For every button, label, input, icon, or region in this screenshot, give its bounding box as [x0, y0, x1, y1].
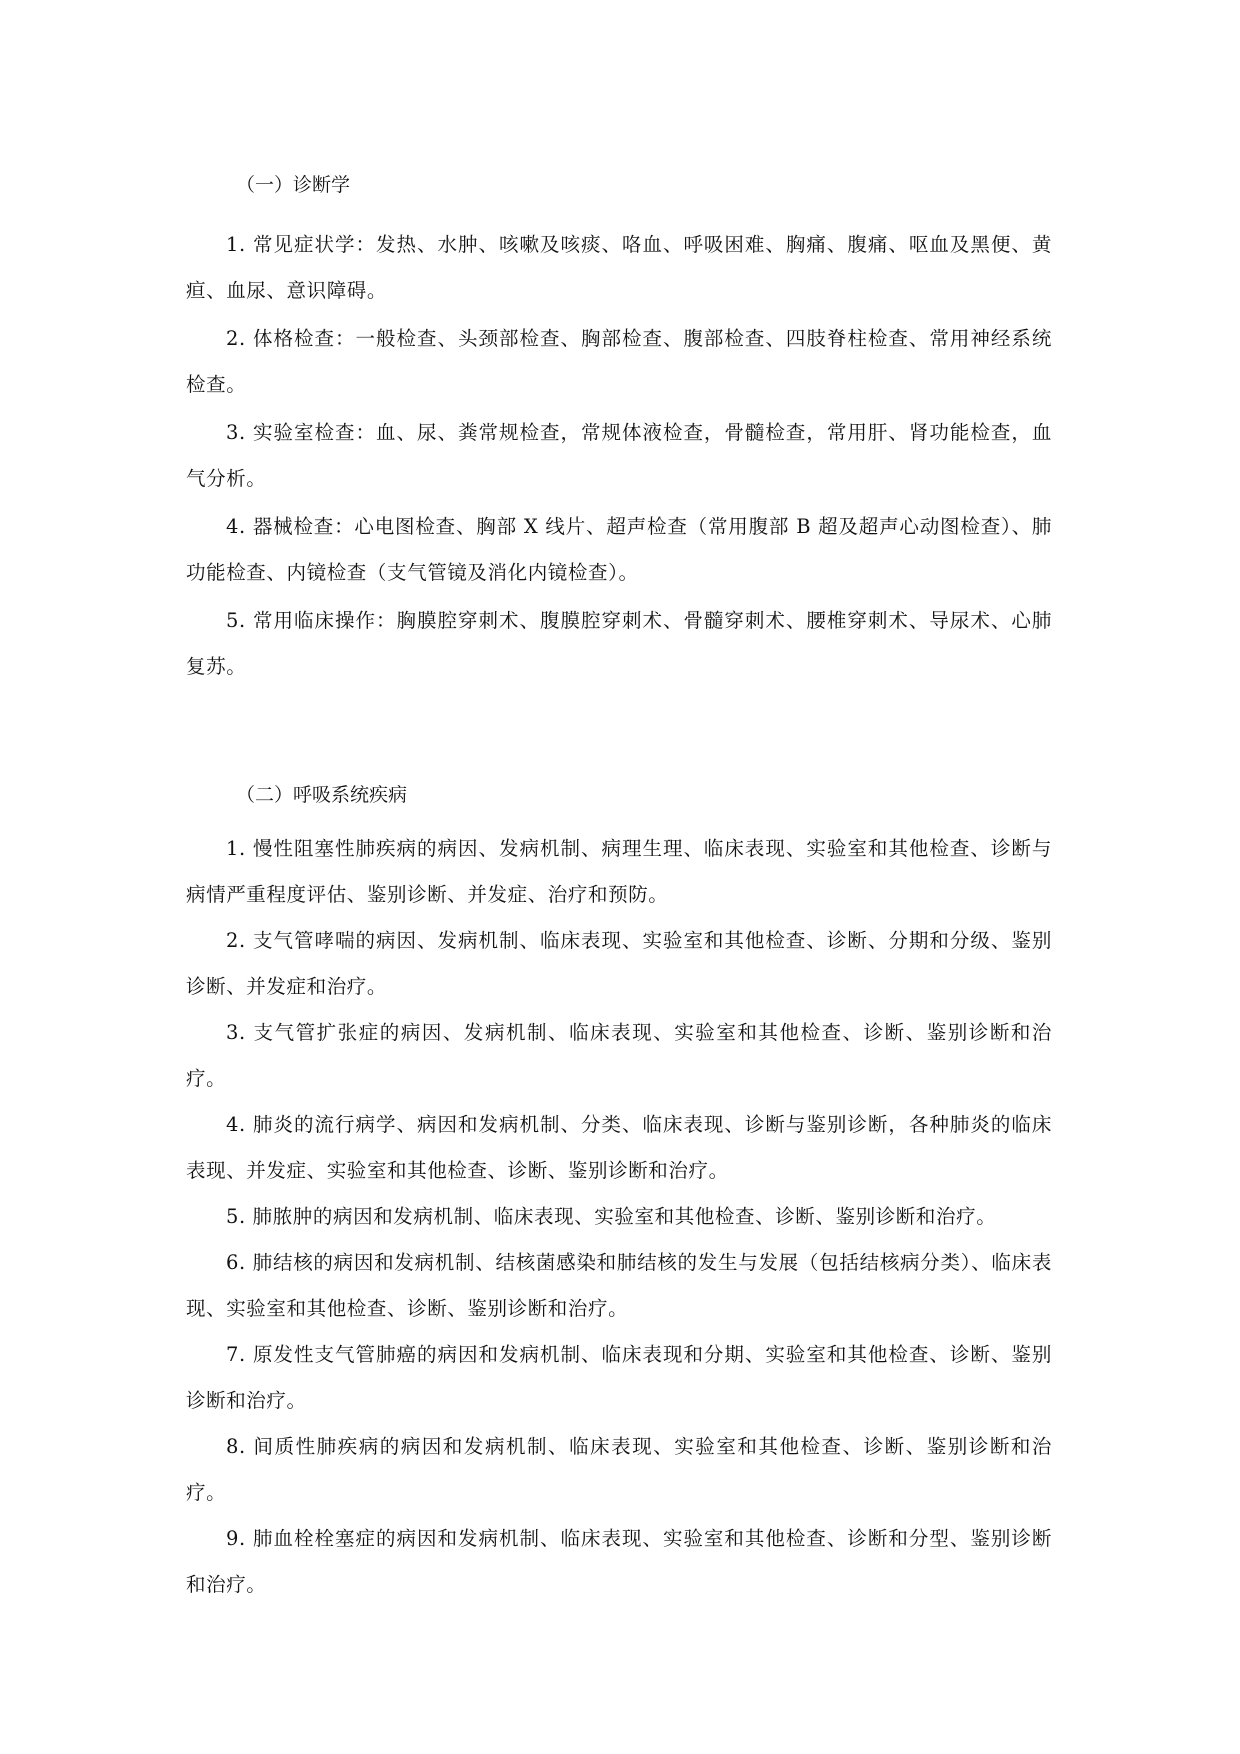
- list-item: 8. 间质性肺疾病的病因和发病机制、临床表现、实验室和其他检查、诊断、鉴别诊断和治疗。: [186, 1435, 1052, 1504]
- section-heading: （一）诊断学: [236, 174, 351, 196]
- list-item: 1. 常见症状学：发热、水肿、咳嗽及咳痰、咯血、呼吸困难、胸痛、腹痛、呕血及黑便、黄疸、血尿、意识障碍。: [186, 233, 1052, 302]
- list-item: 6. 肺结核的病因和发病机制、结核菌感染和肺结核的发生与发展（包括结核病分类）、临床表现、实验室和其他检查、诊断、鉴别诊断和治疗。: [186, 1251, 1052, 1320]
- list-item: 2. 支气管哮喘的病因、发病机制、临床表现、实验室和其他检查、诊断、分期和分级、鉴别诊断、并发症和治疗。: [186, 929, 1052, 998]
- list-item: 5. 常用临床操作：胸膜腔穿刺术、腹膜腔穿刺术、骨髓穿刺术、腰椎穿刺术、导尿术、心肺复苏。: [186, 609, 1052, 678]
- list-item: 5. 肺脓肿的病因和发病机制、临床表现、实验室和其他检查、诊断、鉴别诊断和治疗。: [226, 1205, 997, 1228]
- list-item: 3. 支气管扩张症的病因、发病机制、临床表现、实验室和其他检查、诊断、鉴别诊断和治疗。: [186, 1021, 1052, 1090]
- list-item: 1. 慢性阻塞性肺疾病的病因、发病机制、病理生理、临床表现、实验室和其他检查、诊断与病情严重程度评估、鉴别诊断、并发症、治疗和预防。: [186, 837, 1052, 906]
- list-item: 7. 原发性支气管肺癌的病因和发病机制、临床表现和分期、实验室和其他检查、诊断、鉴别诊断和治疗。: [186, 1343, 1052, 1412]
- list-item: 2. 体格检查：一般检查、头颈部检查、胸部检查、腹部检查、四肢脊柱检查、常用神经系统检查。: [186, 327, 1052, 396]
- section-diagnostics: [186, 162, 1052, 692]
- list-item: 3. 实验室检查：血、尿、粪常规检查，常规体液检查，骨髓检查，常用肝、肾功能检查，血气分析。: [186, 421, 1052, 490]
- section-heading: （二）呼吸系统疾病: [236, 784, 408, 806]
- list-item: 4. 器械检查：心电图检查、胸部 X 线片、超声检查（常用腹部 B 超及超声心动图检查）、肺功能检查、内镜检查（支气管镜及消化内镜检查）。: [186, 515, 1052, 584]
- list-item: 9. 肺血栓栓塞症的病因和发病机制、临床表现、实验室和其他检查、诊断和分型、鉴别诊断和治疗。: [186, 1527, 1052, 1596]
- list-item: 4. 肺炎的流行病学、病因和发病机制、分类、临床表现、诊断与鉴别诊断，各种肺炎的临床表现、并发症、实验室和其他检查、诊断、鉴别诊断和治疗。: [186, 1113, 1052, 1182]
- section-respiratory-diseases: [186, 772, 1052, 1608]
